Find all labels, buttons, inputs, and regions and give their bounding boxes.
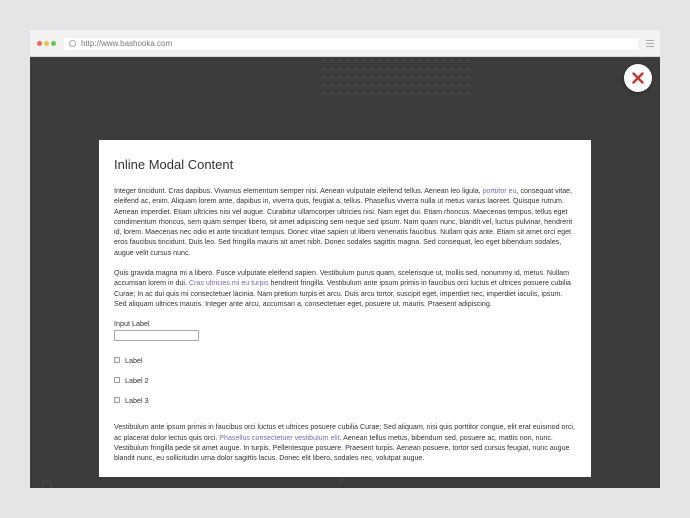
corner-circle-icon xyxy=(42,481,52,488)
paragraph-text: . Aenean tellus metus, bibendum sed, posuere ac, mattis non, nunc. Vestibulum fringilla pede sit amet augue. In turpis. Pellentesque posuere. Praesent turpis. Aenean posuere, tortor sed cursus feugiat, nunc augue blandit nunc, eu sollicitudin urna dolor sagittis lacus. Donec elit libero, sodales nec, volutpat augue. xyxy=(114,433,570,463)
paragraph-link[interactable]: Phasellus consectetuer vestibulum elit xyxy=(219,433,340,442)
paragraph-text: Integer tincidunt. Cras dapibus. Vivamus elementum semper nisi. Aenean vulputate eleifend tellus. Aenean leo ligula, xyxy=(114,187,483,195)
globe-icon xyxy=(69,40,76,47)
paragraph-link[interactable]: porttitor eu xyxy=(482,187,517,195)
browser-window xyxy=(30,30,660,488)
modal-paragraph-2 xyxy=(114,268,575,309)
checkbox-label[interactable]: Label 3 xyxy=(125,395,149,405)
hamburger-menu-icon[interactable] xyxy=(646,40,654,47)
checkbox[interactable] xyxy=(114,397,120,403)
window-close-dot[interactable] xyxy=(37,41,42,46)
window-maximize-dot[interactable] xyxy=(51,41,56,46)
checkbox[interactable] xyxy=(114,377,120,383)
paragraph-text: hendrerit fringilla. Vestibulum ante ipsum primis in faucibus orci luctus et ultrices posuere cubilia Curae; In ac dui quis mi consectetuer lacinia. Nam pretium turpis et arcu. Duis arcu tortor, suscipit eget, imperdiet nec, imperdiet iaculis, ipsum. Sed aliquam ultrices mauris. Integer ante arcu, accumsan a, consectetuer eget, posuere ut, mauris. Praesent adipiscing. xyxy=(114,279,571,308)
modal-title: Inline Modal Content xyxy=(114,157,234,172)
paragraph-link[interactable]: Cras ultricies mi eu turpis xyxy=(188,279,269,288)
page-viewport xyxy=(30,57,660,488)
text-input[interactable] xyxy=(114,330,199,341)
input-label: Input Label xyxy=(114,319,150,329)
modal-paragraph-3 xyxy=(114,422,575,463)
modal-paragraph-1 xyxy=(114,186,575,258)
close-icon xyxy=(632,72,644,84)
window-minimize-dot[interactable] xyxy=(44,41,49,46)
background-pattern xyxy=(320,57,470,97)
browser-toolbar xyxy=(30,30,660,57)
inline-modal xyxy=(99,140,591,477)
paragraph-text: Vestibulum ante ipsum primis in faucibus orci luctus et ultrices posuere cubilia Curae; Sed aliquam, nisi quis porttitor congue, elit erat euismod orci, ac placerat dolor lectus quis orci. xyxy=(114,423,575,442)
checkbox-label[interactable]: Label xyxy=(125,355,143,365)
checkbox[interactable] xyxy=(114,357,120,363)
address-bar-url: http://www.bashooka.com xyxy=(81,39,173,48)
address-bar[interactable] xyxy=(64,38,638,50)
paragraph-text: Quis gravida magna mi a libero. Fusce vulputate eleifend sapien. Vestibulum purus quam, scelerisque ut, mollis sed, nonummy id, metus. Nullam accumsan lorem in dui. xyxy=(114,269,570,288)
modal-close-button[interactable] xyxy=(624,64,652,92)
checkbox-row[interactable] xyxy=(114,390,575,410)
checkbox-row[interactable] xyxy=(114,350,575,370)
paragraph-text: , consequat vitae, eleifend ac, enim. Aliquam lorem ante, dapibus in, viverra quis, feugiat a, tellus. Phasellus viverra nulla ut metus varius laoreet. Quisque rutrum. Aenean imperdiet. Etiam ultricies nisi vel augue. Curabitur ullamcorper ultricies nisi. Nam eget dui. Etiam rhoncus. Maecenas tempus, tellus eget condimentum rhoncus, sem quam semper libero, sit amet adipiscing sem neque sed ipsum. Nam quam nunc, blandit vel, luctus pulvinar, hendrerit id, lorem. Maecenas nec odio et ante tincidunt tempus. Donec vitae sapien ut libero venenatis faucibus. Nullam quis ante. Etiam sit amet orci eget eros faucibus tincidunt. Duis leo. Sed fringilla mauris sit amet nibh. Donec sodales sagittis magna. Sed consequat, leo eget bibendum sodales, augue velit cursus nunc. xyxy=(114,187,573,257)
checkbox-row[interactable] xyxy=(114,370,575,390)
checkbox-label[interactable]: Label 2 xyxy=(125,375,149,385)
